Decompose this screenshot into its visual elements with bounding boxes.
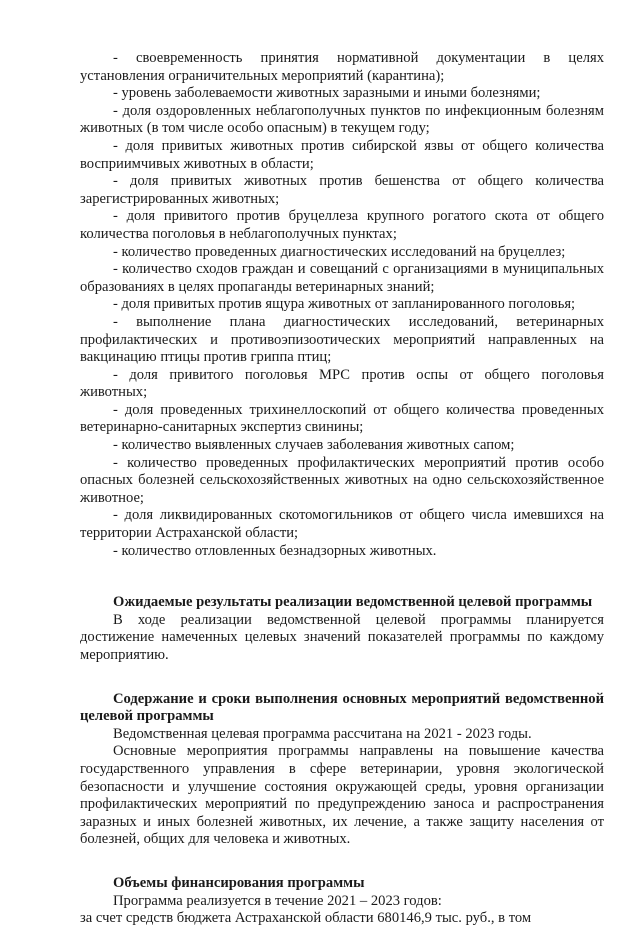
- list-item: - своевременность принятия нормативной документации в целях установления ограничительных мероприятий (карантина);: [80, 50, 604, 84]
- list-item: - доля привитого поголовья МРС против оспы от общего поголовья животных;: [80, 366, 604, 401]
- section-heading: Содержание и сроки выполнения основных мероприятий ведомственной целевой программы: [80, 690, 604, 725]
- list-item: - количество проведенных профилактических мероприятий против особо опасных болезней сельскохозяйственных животных на одно сельскохозяйственное животное;: [80, 454, 604, 506]
- list-item: - доля привитых против ящура животных от запланированного поголовья;: [113, 296, 576, 313]
- section-heading: Объемы финансирования программы: [113, 874, 365, 891]
- list-item: - доля привитых животных против сибирской язвы от общего количества восприимчивых животных в области;: [80, 137, 604, 172]
- document-page: [80, 50, 604, 928]
- paragraph: Программа реализуется в течение 2021 – 2023 годов:: [113, 892, 442, 909]
- list-item: - доля привитых животных против бешенства от общего количества зарегистрированных животных;: [80, 173, 604, 207]
- section-spacer: [80, 665, 604, 691]
- list-item: - количество сходов граждан и совещаний с организациями в муниципальных образованиях в целях пропаганды ветеринарных знаний;: [80, 261, 604, 295]
- paragraph: В ходе реализации ведомственной целевой программы планируется достижение намеченных целевых значений показателей программы по каждому мероприятию.: [80, 611, 604, 663]
- list-item: - уровень заболеваемости животных заразными и иными болезнями;: [113, 85, 541, 102]
- paragraph: Ведомственная целевая программа рассчитана на 2021 - 2023 годы.: [113, 725, 532, 742]
- list-item: - количество проведенных диагностических исследований на бруцеллез;: [113, 243, 566, 260]
- indicator-list: [80, 50, 604, 560]
- list-item: - доля ликвидированных скотомогильников от общего числа имевшихся на территории Астраханской области;: [80, 507, 604, 542]
- section-expected-results: [80, 594, 604, 664]
- list-item: - доля оздоровленных неблагополучных пунктов по инфекционным болезням животных (в том числе особо опасным) в текущем году;: [80, 102, 604, 137]
- list-item: - количество выявленных случаев заболевания животных сапом;: [113, 437, 515, 454]
- section-spacer: [80, 560, 604, 594]
- section-content-and-timing: [80, 691, 604, 849]
- paragraph: за счет средств бюджета Астраханской области 680146,9 тыс. руб., в том: [80, 910, 532, 927]
- list-item: - выполнение плана диагностических исследований, ветеринарных профилактических и противоэпизоотических мероприятий направленных на вакцинацию птицы против гриппа птиц;: [80, 313, 604, 366]
- paragraph: Основные мероприятия программы направлены на повышение качества государственного управления в сфере ветеринарии, уровня экологической безопасности и улучшение состояния окружающей среды, уровня организации профилактических мероприятий по предупреждению заноса и распространения заразных и иных болезней животных, их лечение, а также защиту населения от болезней, общих для человека и животных.: [80, 743, 604, 848]
- list-item: - количество отловленных безнадзорных животных.: [113, 542, 437, 559]
- list-item: - доля привитого против бруцеллеза крупного рогатого скота от общего количества поголовья в неблагополучных пунктах;: [80, 208, 604, 242]
- section-funding: [80, 875, 604, 928]
- list-item: - доля проведенных трихинеллоскопий от общего количества проведенных ветеринарно-санитарных экспертиз свинины;: [80, 401, 604, 436]
- section-spacer: [80, 849, 604, 875]
- section-heading: Ожидаемые результаты реализации ведомственной целевой программы: [113, 594, 593, 611]
